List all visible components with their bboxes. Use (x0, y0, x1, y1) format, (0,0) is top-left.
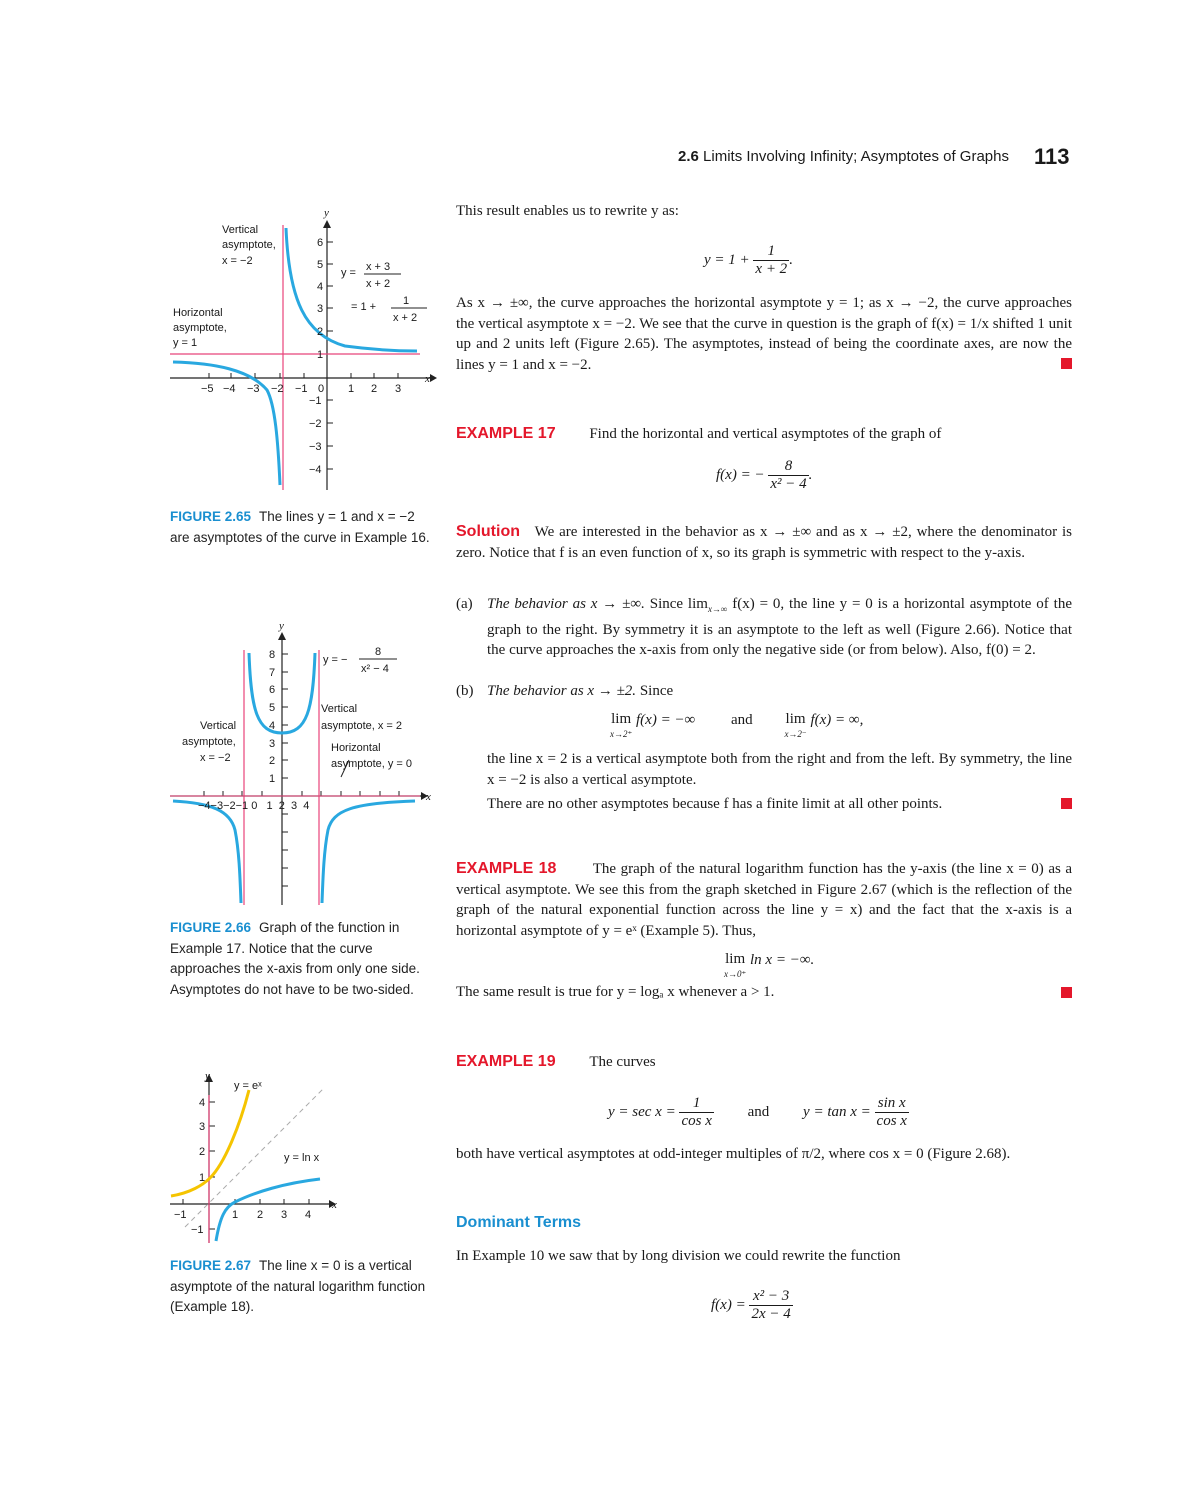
example-17 (456, 424, 1072, 445)
paragraph-intro: This result enables us to rewrite y as: (456, 203, 679, 219)
part-b-label: (b) (456, 683, 474, 699)
horizontal-asymptote-label: asymptote, y = 0 (331, 758, 413, 770)
x-tick: 1 (348, 383, 355, 395)
example-19-end: both have vertical asymptotes at odd-integer multiples of π/2, where cos x = 0 (Figure 2.68). (456, 1146, 1011, 1162)
solution-label: Solution (456, 523, 520, 540)
y-tick: 4 (199, 1097, 206, 1109)
y-tick: 2 (317, 326, 324, 338)
curve-left-branch (173, 362, 280, 485)
y-tick: 1 (199, 1172, 206, 1184)
equation-1 (704, 243, 793, 278)
y-tick: −2 (309, 418, 322, 430)
y-tick: 2 (199, 1146, 206, 1158)
fraction-numerator: 8 (768, 458, 808, 476)
vertical-asymptote-label: asymptote, (182, 736, 236, 748)
horizontal-asymptote-label: Horizontal (331, 742, 381, 754)
exp-curve-label: y = eˣ (234, 1080, 262, 1092)
caption-text: The line x = 0 is a vertical asymptote of the natural logarithm function (Example 18). (170, 1258, 426, 1315)
equation-part: y = sec x = (608, 1103, 676, 1120)
fraction-numerator: 1 (679, 1095, 713, 1113)
part-a (487, 594, 1072, 661)
equation-label: x² − 4 (361, 663, 389, 675)
y-tick: 7 (269, 667, 276, 679)
fraction-denominator: cos x (876, 1113, 907, 1129)
figure-label: FIGURE 2.66 (170, 920, 252, 935)
x-tick: −2 (271, 383, 284, 395)
figure-2-66 (165, 615, 440, 910)
figure-2-67-caption (170, 1256, 435, 1318)
x-tick: −1 (174, 1209, 187, 1221)
limit-body: f(x) = −∞ (636, 712, 696, 728)
vertical-asymptote-label: asymptote, (222, 239, 276, 251)
and-word: and (747, 1103, 770, 1120)
limit-ln-equation (724, 952, 814, 981)
part-b (487, 681, 1072, 702)
horizontal-asymptote-label: y = 1 (173, 337, 198, 349)
part-b-final: There are no other asymptotes because f has a finite limit at all other points. (487, 796, 943, 812)
limit-body: f(x) = ∞, (810, 712, 864, 728)
end-of-example-mark (1061, 798, 1072, 809)
limit-body: ln x = −∞. (750, 952, 815, 968)
example-label: EXAMPLE 17 (456, 425, 556, 442)
limit-word: lim (611, 711, 632, 727)
y-tick: 3 (199, 1121, 206, 1133)
part-a-label: (a) (456, 596, 473, 612)
example-text: The graph of the natural logarithm function has the y-axis (the line x = 0) as a vertical asymptote. We see this from the graph sketched in Figure 2.67 (which is the reflection of the graph of the natural exponential function across the line y = x) and the fact that the x-axis is a horizontal asymptote of y = eˣ (Example 5). Thus, (456, 861, 1073, 939)
y-tick: 3 (269, 738, 276, 750)
y-tick: 2 (269, 755, 276, 767)
horizontal-asymptote-label: asymptote, (173, 322, 227, 334)
figure-2-65-caption (170, 507, 432, 548)
dominant-terms-text: In Example 10 we saw that by long division we could rewrite the function (456, 1248, 901, 1264)
y-tick: 6 (269, 684, 276, 696)
x-tick: 4 (305, 1209, 312, 1221)
limit-subscript: x→∞ (707, 604, 728, 614)
limit-word: lim (785, 711, 806, 727)
curve-right-branch (286, 228, 417, 351)
section-number: 2.6 (678, 148, 699, 165)
solution-text: We are interested in the behavior as x → ±∞ and as x → ±2, where the denominator is zero. Notice that f is an even function of x, so its graph is symmetric with respect to the y-axis. (456, 524, 1073, 561)
section-title: Limits Involving Infinity; Asymptotes of Graphs (703, 148, 1009, 165)
caption-text: Graph of the function in Example 17. Notice that the curve approaches the x-axis from only one side. Asymptotes do not have to be two-sided. (170, 920, 420, 997)
x-tick: −4 (223, 383, 236, 395)
end-of-example-mark (1061, 987, 1072, 998)
x-tick: 3 (395, 383, 402, 395)
fraction-denominator: x² − 4 (770, 476, 807, 492)
equation-part: . (789, 251, 793, 268)
vertical-asymptote-label: Vertical (222, 224, 259, 236)
y-tick: 4 (269, 720, 276, 732)
equation-label: x + 3 (366, 261, 391, 273)
equation-part: y = 1 + (704, 251, 750, 268)
figure-2-66-caption (170, 918, 432, 1000)
y-tick: 1 (269, 773, 276, 785)
example-label: EXAMPLE 19 (456, 1053, 556, 1070)
limit-subscript: x→0⁺ (724, 969, 747, 979)
equation-label: 1 (403, 295, 410, 307)
y-tick: 4 (317, 281, 324, 293)
figure-label: FIGURE 2.65 (170, 509, 252, 524)
equation-3 (608, 1095, 909, 1130)
vertical-asymptote-label: Vertical (200, 720, 237, 732)
equation-label: 8 (375, 646, 382, 658)
y-tick: 5 (269, 702, 276, 714)
x-tick-labels: −4−3−2−1 0 1 2 3 4 (198, 800, 310, 812)
x-tick: 2 (257, 1209, 264, 1221)
y-tick-labels (269, 649, 275, 785)
running-head (678, 148, 1009, 165)
y-tick: 8 (269, 649, 276, 661)
part-a-heading: The behavior as x → ±∞. (487, 596, 645, 612)
equation-4 (711, 1288, 793, 1323)
fraction-numerator: x² − 3 (749, 1288, 792, 1306)
example-18 (456, 859, 1072, 941)
equation-label: x + 2 (366, 278, 391, 290)
y-tick: 3 (317, 303, 324, 315)
x-tick: 1 (232, 1209, 239, 1221)
example-18-end: The same result is true for y = logₐ x whenever a > 1. (456, 984, 775, 1000)
y-axis-label: y (279, 620, 284, 632)
part-a-text: Since lim (649, 596, 708, 612)
figure-2-67 (165, 1065, 355, 1245)
equation-part: f(x) = (711, 1296, 746, 1313)
part-b-heading: The behavior as x → ±2. (487, 683, 637, 699)
equation-2 (716, 458, 812, 493)
equation-label: = 1 + (351, 301, 377, 313)
limits-equation (610, 712, 863, 741)
caption-text: The lines y = 1 and x = −2 are asymptotes of the curve in Example 16. (170, 509, 430, 545)
x-tick: 2 (371, 383, 378, 395)
solution-paragraph (456, 522, 1072, 563)
equation-part: y = tan x = (803, 1103, 871, 1120)
x-tick: 0 (318, 383, 325, 395)
fraction-numerator: sin x (875, 1095, 909, 1113)
equation-label: x + 2 (393, 312, 418, 324)
x-tick: −5 (201, 383, 214, 395)
y-tick: −1 (309, 395, 322, 407)
vertical-asymptote-label: Vertical (321, 703, 358, 715)
page-number: 113 (1034, 144, 1070, 169)
curve-left-branch (173, 801, 241, 903)
paragraph-asymptotes: As x → ±∞, the curve approaches the horizontal asymptote y = 1; as x → −2, the curve approaches the vertical asymptote x = −2. We see that the curve in question is the graph of f(x) = 1/x shifted 1 unit up and 2 units left (Figure 2.65). The asymptotes, instead of being the coordinate axes, are now the lines y = 1 and x = −2. (456, 295, 1072, 373)
equation-label: y = (341, 267, 356, 279)
fraction-numerator: 1 (753, 243, 789, 261)
y-tick: −3 (309, 441, 322, 453)
equation-part: f(x) = − (716, 466, 765, 483)
y-tick: 1 (317, 349, 324, 361)
part-b-text: Since (639, 683, 674, 699)
and-word: and (731, 712, 753, 728)
y-axis-label: y (205, 1070, 210, 1082)
fraction-denominator: cos x (681, 1113, 712, 1129)
x-tick: −3 (247, 383, 260, 395)
equation-label: y = − (323, 654, 348, 666)
figure-label: FIGURE 2.67 (170, 1258, 252, 1273)
horizontal-asymptote-label: Horizontal (173, 307, 223, 319)
example-19 (456, 1052, 1072, 1073)
example-text: The curves (589, 1054, 656, 1070)
x-tick-labels (201, 383, 401, 395)
vertical-asymptote-label: x = −2 (200, 752, 231, 764)
x-axis-label: x (426, 791, 431, 803)
exp-curve (171, 1090, 249, 1196)
y-axis-label: y (324, 207, 329, 219)
part-a-text: f(x) = 0, the line y = 0 is a horizontal asymptote of the graph to the right. By symmetry it is an asymptote to the left as well (Figure 2.66). Notice that the curve approaches the x-axis from only the negative side (or from below). Also, f(0) = 2. (487, 596, 1072, 659)
y-tick: 6 (317, 237, 324, 249)
figure-2-65 (165, 200, 440, 500)
ln-curve-label: y = ln x (284, 1152, 320, 1164)
example-text: Find the horizontal and vertical asymptotes of the graph of (589, 426, 942, 442)
fraction-denominator: 2x − 4 (751, 1306, 791, 1322)
x-axis-label: x (425, 373, 430, 385)
vertical-asymptote-label: asymptote, x = 2 (321, 720, 403, 732)
end-of-example-mark (1061, 358, 1072, 369)
y-tick: 5 (317, 259, 324, 271)
fraction-denominator: x + 2 (755, 261, 788, 277)
vertical-asymptote-label: x = −2 (222, 255, 253, 267)
x-tick: −1 (295, 383, 308, 395)
limit-subscript: x→2⁺ (610, 729, 633, 739)
limit-subscript: x→2⁻ (784, 729, 807, 739)
y-tick: −1 (191, 1224, 204, 1236)
x-axis-label: x (332, 1199, 337, 1211)
y-tick-labels (309, 237, 323, 476)
y-tick: −4 (309, 464, 322, 476)
limit-word: lim (725, 951, 746, 967)
example-label: EXAMPLE 18 (456, 860, 557, 877)
curve-right-branch (322, 801, 415, 903)
x-tick: 3 (281, 1209, 288, 1221)
equation-part: . (808, 466, 813, 483)
section-heading-dominant-terms: Dominant Terms (456, 1214, 582, 1231)
part-b-conclusion: the line x = 2 is a vertical asymptote both from the right and from the left. By symmetry, the line x = −2 is also a vertical asymptote. (487, 751, 1072, 788)
